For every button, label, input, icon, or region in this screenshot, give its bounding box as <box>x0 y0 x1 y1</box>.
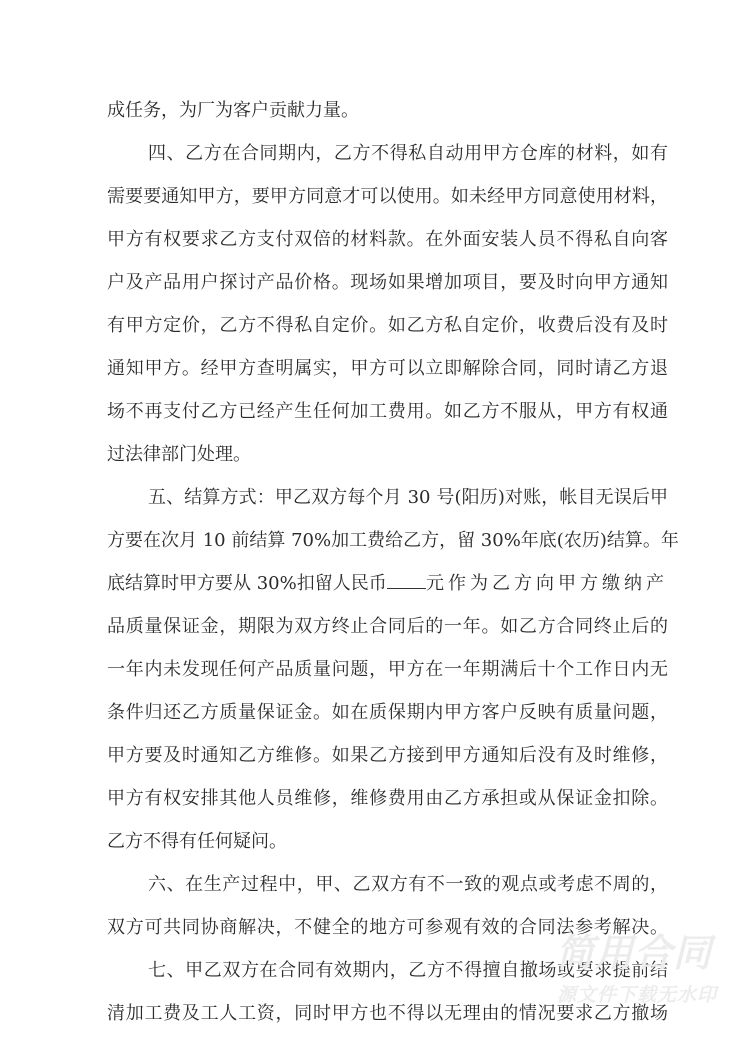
text-segment: 底结算时甲方要从 30%扣留人民币 <box>107 573 387 594</box>
text-line: 方要在次月 10 前结算 70%加工费给乙方，留 30%年底(农历)结算。年 <box>107 530 679 551</box>
text-line: 户及产品用户探讨产品价格。现场如果增加项目，要及时向甲方通知 <box>107 272 668 293</box>
text-line: 通知甲方。经甲方查明属实，甲方可以立即解除合同，同时请乙方退 <box>107 358 668 379</box>
watermark-subtitle: 源文件下载无水印 <box>557 984 718 1006</box>
text-line: 过法律部门处理。 <box>107 444 251 465</box>
text-line: 甲方要及时通知乙方维修。如果乙方接到甲方通知后没有及时维修， <box>107 745 668 766</box>
text-line: 七、甲乙双方在合同有效期内，乙方不得擅自撤场或要求提前结 <box>148 960 668 981</box>
text-line: 场不再支付乙方已经产生任何加工费用。如乙方不服从，甲方有权通 <box>107 401 668 422</box>
text-line-with-blank <box>107 572 668 596</box>
text-line: 一年内未发现任何产品质量问题，甲方在一年期满后十个工作日内无 <box>107 659 668 680</box>
text-line: 有甲方定价，乙方不得私自定价。如乙方私自定价，收费后没有及时 <box>107 315 668 336</box>
text-line: 双方可共同协商解决，不健全的地方可参观有效的合同法参考解决。 <box>107 917 668 938</box>
text-line: 条件归还乙方质量保证金。如在质保期内甲方客户反映有质量问题， <box>107 702 668 723</box>
text-line: 五、结算方式：甲乙双方每个月 30 号(阳历)对账，帐目无误后甲 <box>148 487 668 508</box>
text-line: 甲方有权安排其他人员维修，维修费用由乙方承担或从保证金扣除。 <box>107 788 668 809</box>
text-line: 六、在生产过程中，甲、乙双方有不一致的观点或考虑不周的， <box>148 874 668 895</box>
text-segment: 元作为乙方向甲方缴纳产 <box>426 573 668 594</box>
amount-blank <box>387 572 426 589</box>
text-line: 成任务，为厂为客户贡献力量。 <box>107 100 359 121</box>
text-line: 乙方不得有任何疑问。 <box>107 831 287 852</box>
text-line: 清加工费及工人工资，同时甲方也不得以无理由的情况要求乙方撤场 <box>107 1003 668 1024</box>
text-line: 品质量保证金，期限为双方终止合同后的一年。如乙方合同终止后的 <box>107 616 668 637</box>
text-line: 甲方有权要求乙方支付双倍的材料款。在外面安装人员不得私自向客 <box>107 229 668 250</box>
watermark-title: 简用合同 <box>556 931 713 975</box>
text-line: 四、乙方在合同期内，乙方不得私自动用甲方仓库的材料，如有 <box>148 143 668 164</box>
text-line: 需要要通知甲方，要甲方同意才可以使用。如未经甲方同意使用材料， <box>107 186 668 207</box>
